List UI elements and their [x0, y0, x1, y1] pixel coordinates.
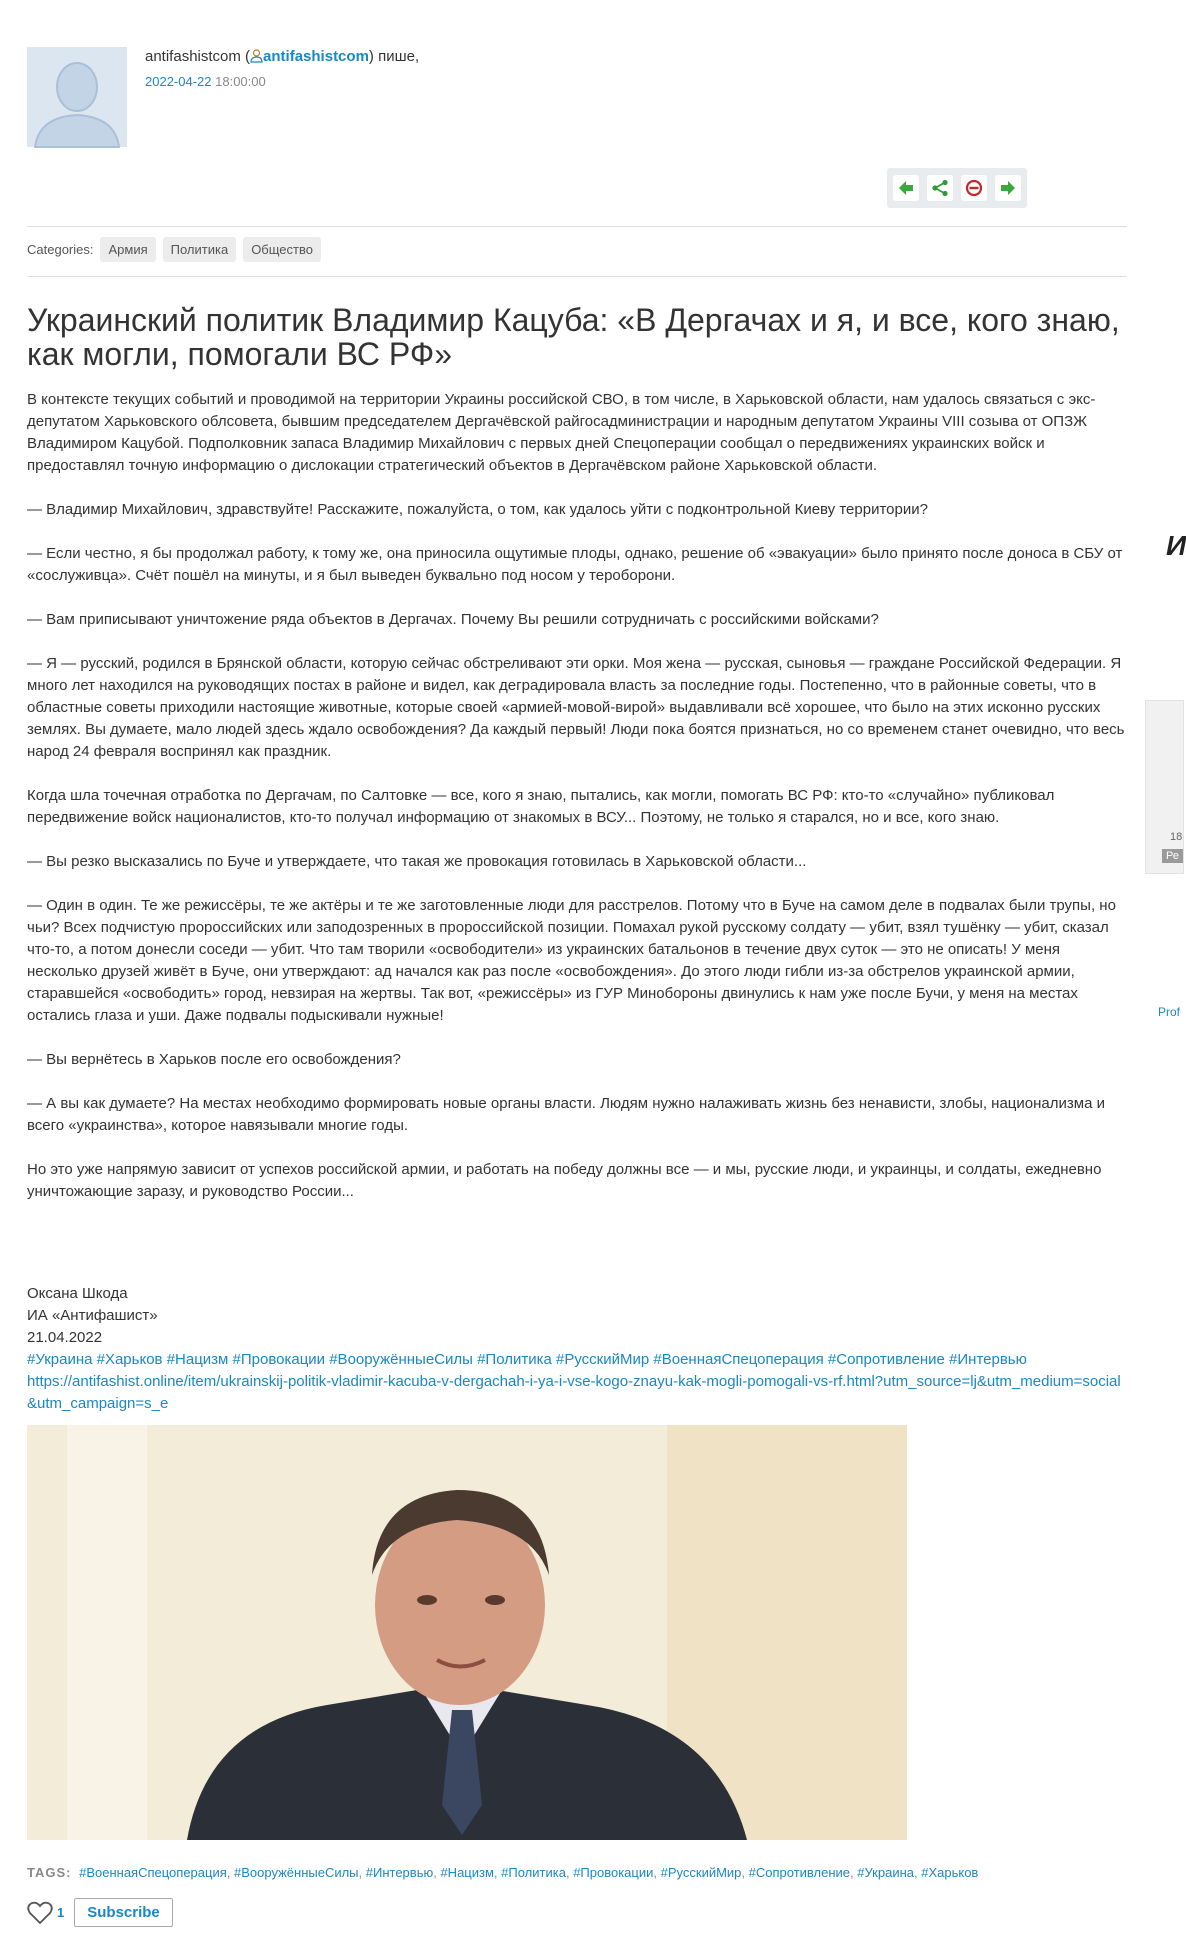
no-entry-icon[interactable] — [961, 175, 987, 201]
article-title: Украинский политик Владимир Кацуба: «В Дергачах и я, и все, кого знаю, как могли, помогали ВС РФ» — [27, 302, 1120, 372]
signature-author: Оксана Шкода — [27, 1285, 128, 1302]
portrait-image — [27, 1425, 907, 1840]
like-button[interactable] — [27, 1901, 64, 1925]
heart-icon[interactable] — [27, 1901, 53, 1925]
tag-link[interactable]: #ВоеннаяСпецоперация — [79, 1865, 227, 1880]
arrow-left-icon[interactable] — [893, 175, 919, 201]
categories-bar — [27, 237, 321, 262]
sidebar-widget-label: Ре — [1162, 849, 1183, 863]
article-photo — [27, 1425, 907, 1840]
post-datetime — [145, 74, 419, 89]
user-avatar[interactable] — [27, 47, 127, 147]
post-container — [27, 0, 1127, 1921]
entry-controls — [887, 168, 1027, 208]
article-paragraph: Но это уже напрямую зависит от успехов российской армии, и работать на победу должны все — и мы, русские люди, и украинцы, и солдаты, ежедневно уничтожающие заразу, и руководство России... — [27, 1161, 1102, 1200]
tags-label: TAGS: — [27, 1865, 72, 1880]
divider — [27, 226, 1127, 227]
article-paragraph: — Один в один. Те же режиссёры, те же актёры и те же заготовленные люди для расстрелов. Потому что в Буче на самом деле в подвалах были трупы, но чьи? Всех подчистую пророссийских или заподозренных в пророссийской позиции. Помахал рукой русскому солдату — убит, взял тушёнку — убит, сказал что-то, а потом донесли соседи — убит. Что там творили «освободители» из украинских батальонов в течение двух суток — это не описать! У меня несколько друзей живёт в Буче, они утверждают: ад начался как раз после «освобождения». До этого люди гибли из-за обстрелов украинской армии, старавшейся «освободить» город, невзирая на жертвы. Так вот, «режиссёры» из ГУР Минобороны двинулись к нам уже после Бучи, у меня на местах остались глаза и уши. Даже подвалы подыскивали нужные! — [27, 897, 1116, 1024]
tag-link[interactable]: #Украина — [857, 1865, 914, 1880]
category-tag[interactable]: Политика — [163, 237, 237, 262]
post-date[interactable]: 2022-04-22 — [145, 74, 212, 89]
categories-label: Categories: — [27, 242, 94, 257]
post-time: 18:00:00 — [215, 74, 266, 89]
sidebar-fragment-letter: И — [1166, 530, 1186, 561]
tag-link[interactable]: #Сопротивление — [748, 1865, 851, 1880]
post-meta — [145, 48, 419, 89]
article-paragraph: — Вы резко высказались по Буче и утверждаете, что такая же провокация готовилась в Харьковской области... — [27, 853, 807, 870]
author-link[interactable]: antifashistcom — [263, 48, 369, 65]
author-line: antifashistcom ( antifashistcom) пише, — [145, 48, 420, 65]
sidebar-widget[interactable] — [1145, 700, 1184, 874]
signature-date: 21.04.2022 — [27, 1329, 103, 1346]
article-signature — [27, 1283, 1127, 1415]
avatar-silhouette-icon — [27, 47, 127, 147]
tag-link[interactable]: #РусскийМир — [660, 1865, 742, 1880]
article-body — [27, 389, 1127, 1225]
source-link[interactable]: https://antifashist.online/item/ukrainskij-politik-vladimir-kacuba-v-dergachah-i-ya-i-vse-kogo-znayu-kak-mogli-pomogali-vs-rf.html?utm_source=lj&utm_medium=social&utm_campaign=s_e — [27, 1373, 1121, 1412]
like-count: 1 — [57, 1905, 65, 1920]
article-paragraph: — Вам приписывают уничтожение ряда объектов в Дергачах. Почему Вы решили сотрудничать с российскими войсками? — [27, 611, 879, 628]
share-icon[interactable] — [927, 175, 953, 201]
hashtag-links[interactable]: #Украина #Харьков #Нацизм #Провокации #ВооружённыеСилы #Политика #РусскийМир #ВоеннаяСпецоперация #Сопротивление #Интервью — [27, 1351, 1027, 1368]
arrow-right-icon[interactable] — [995, 175, 1021, 201]
article-paragraph: — Вы вернётесь в Харьков после его освобождения? — [27, 1051, 401, 1068]
tag-link[interactable]: #Нацизм — [440, 1865, 494, 1880]
author-name[interactable]: antifashistcom — [145, 48, 241, 65]
divider — [27, 276, 1127, 277]
category-tag[interactable]: Общество — [243, 237, 321, 262]
sidebar-profile-link[interactable]: Prof — [1158, 1005, 1181, 1019]
category-tag[interactable]: Армия — [100, 237, 155, 262]
article-paragraph: — Если честно, я бы продолжал работу, к тому же, она приносила ощутимые плоды, однако, решение об «эвакуации» было принято после доноса в СБУ от «сослуживца». Счёт пошёл на минуты, и я был выведен буквально под носом у тероборони. — [27, 545, 1123, 584]
sidebar-widget-number: 18 — [1170, 831, 1183, 843]
article-paragraph: В контексте текущих событий и проводимой на территории Украины российской СВО, в том числе, в Харьковской области, нам удалось связаться с экс-депутатом Харьковского облсовета, бывшим председателем Дергачёвской райгосадминистрации и народным депутатом Украины VIII созыва от ОПЗЖ Владимиром Кацубой. Подполковник запаса Владимир Михайлович с первых дней Спецоперации сообщал о передвижениях украинских войск и предоставлял точную информацию о дислокации стратегический объектов в Дергачёвском районе Харьковской области. — [27, 391, 1096, 474]
tag-link[interactable]: #ВооружённыеСилы — [234, 1865, 359, 1880]
article-paragraph: Когда шла точечная отработка по Дергачам, по Салтовке — все, кого я знаю, пытались, как могли, помогать ВС РФ: кто-то «случайно» публиковал передвижение войск националистов, кто-то получал информацию от знакомых в ВСУ... Поэтому, не только я старался, но и все, кого знаю. — [27, 787, 1055, 826]
article-paragraph: — Владимир Михайлович, здравствуйте! Расскажите, пожалуйста, о том, как удалось уйти с подконтрольной Киеву территории? — [27, 501, 928, 518]
tag-link[interactable]: #Политика — [501, 1865, 566, 1880]
signature-agency: ИА «Антифашист» — [27, 1307, 158, 1324]
subscribe-button[interactable]: Subscribe — [74, 1898, 173, 1927]
user-icon[interactable] — [250, 49, 263, 63]
tag-link[interactable]: #Харьков — [921, 1865, 979, 1880]
tag-link[interactable]: #Интервью — [365, 1865, 434, 1880]
post-footer — [27, 1898, 173, 1927]
article-paragraph: — А вы как думаете? На местах необходимо формировать новые органы власти. Людям нужно налаживать жизнь без ненависти, злобы, национализма и всего «украинства», которое навязывали многие годы. — [27, 1095, 1105, 1134]
article-paragraph: — Я — русский, родился в Брянской области, которую сейчас обстреливают эти орки. Моя жена — русская, сыновья — граждане Российской Федерации. Я много лет находился на руководящих постах в районе и видел, как деградировала власть за последние годы. Постепенно, что в районные советы, что в областные советы приходили настоящие животные, которые своей «армией-мовой-вирой» выдавливали всё хорошее, что было на этих исконно русских землях. Вы думаете, мало людей здесь ждало освобождения? Да каждый первый! Люди пока боятся признаться, но со временем станет очевидно, что весь народ 24 февраля воспринял как праздник. — [27, 655, 1125, 760]
tags-line: TAGS: #ВоеннаяСпецоперация, #ВооружённыеСилы, #Интервью, #Нацизм, #Политика, #Провокации, #РусскийМир, #Сопротивление, #Украина, #Харьков — [27, 1865, 979, 1880]
post-header — [27, 0, 1127, 160]
tag-link[interactable]: #Провокации — [573, 1865, 654, 1880]
